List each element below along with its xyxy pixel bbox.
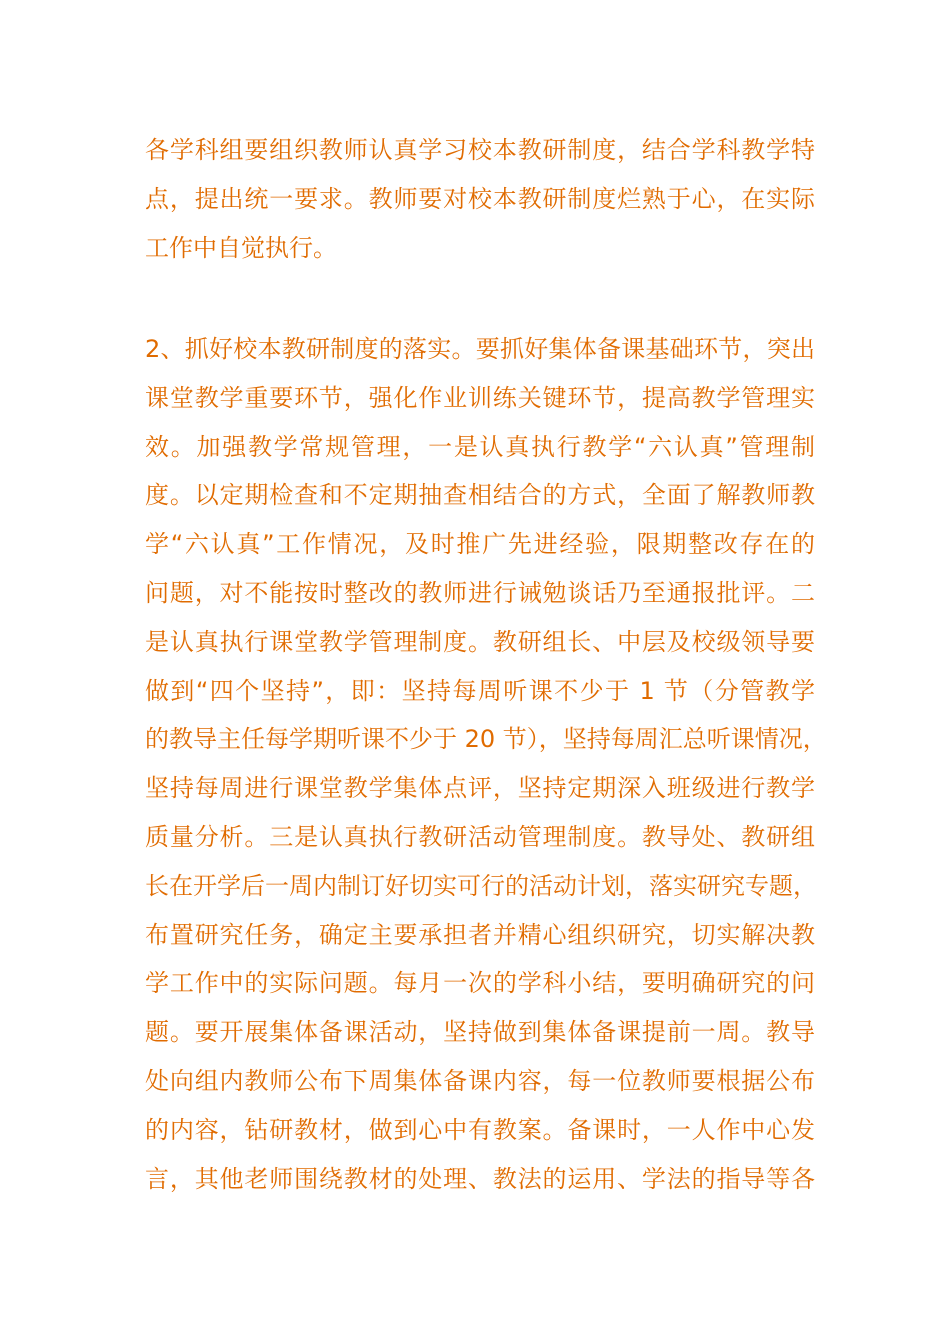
paragraph-line: 布置研究任务，确定主要承担者并精心组织研究，切实解决教 <box>145 920 815 949</box>
paragraph-line: 工作中自觉执行。 <box>145 233 337 262</box>
paragraph-line: 质量分析。三是认真执行教研活动管理制度。教导处、教研组 <box>145 822 815 851</box>
paragraph-line: 各学科组要组织教师认真学习校本教研制度，结合学科教学特 <box>145 136 815 164</box>
paragraph-line: 言，其他老师围绕教材的处理、教法的运用、学法的指导等各 <box>145 1164 815 1193</box>
paragraph-line: 题。要开展集体备课活动，坚持做到集体备课提前一周。教导 <box>145 1018 815 1047</box>
paragraph-1 <box>145 126 815 272</box>
paragraph-line: 做到“四个坚持”，即：坚持每周听课不少于 1 节（分管教学 <box>145 676 815 705</box>
paragraph-line: 学“六认真”工作情况，及时推广先进经验，限期整改存在的 <box>145 530 815 559</box>
paragraph-line: 2、抓好校本教研制度的落实。要抓好集体备课基础环节，突出 <box>145 335 815 363</box>
paragraph-line: 效。加强教学常规管理，一是认真执行教学“六认真”管理制 <box>145 432 815 461</box>
paragraph-line: 问题，对不能按时整改的教师进行诫勉谈话乃至通报批评。二 <box>145 578 815 607</box>
paragraph-line: 坚持每周进行课堂教学集体点评，坚持定期深入班级进行教学 <box>145 774 815 803</box>
paragraph-line: 长在开学后一周内制订好切实可行的活动计划，落实研究专题， <box>145 871 817 900</box>
paragraph-line: 是认真执行课堂教学管理制度。教研组长、中层及校级领导要 <box>145 627 815 656</box>
paragraph-line: 的教导主任每学期听课不少于 20 节），坚持每周汇总听课情况， <box>145 725 827 754</box>
paragraph-line: 课堂教学重要环节，强化作业训练关键环节，提高教学管理实 <box>145 383 815 412</box>
paragraph-line: 处向组内教师公布下周集体备课内容，每一位教师要根据公布 <box>145 1066 815 1095</box>
paragraph-line: 点，提出统一要求。教师要对校本教研制度烂熟于心，在实际 <box>145 184 815 213</box>
paragraph-2 <box>145 325 827 1203</box>
paragraph-line: 学工作中的实际问题。每月一次的学科小结，要明确研究的问 <box>145 969 815 998</box>
paragraph-line: 的内容，钻研教材，做到心中有教案。备课时，一人作中心发 <box>145 1115 815 1144</box>
paragraph-line: 度。以定期检查和不定期抽查相结合的方式，全面了解教师教 <box>145 481 815 510</box>
